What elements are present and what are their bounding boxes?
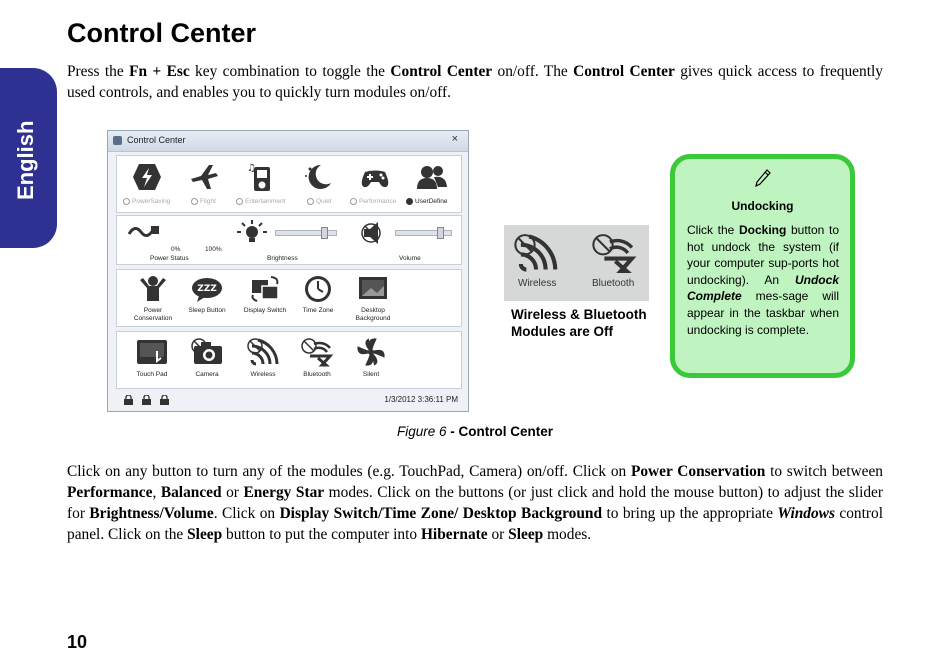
power-min-label: 0%	[171, 246, 181, 253]
media-player-icon	[244, 161, 278, 193]
window-titlebar	[108, 131, 468, 152]
brightness-slider[interactable]	[275, 230, 337, 236]
svg-text:♫: ♫	[247, 163, 256, 174]
camera-icon	[190, 336, 224, 368]
mode-performance-button[interactable]	[345, 161, 405, 193]
wireless-button[interactable]: Wireless	[233, 336, 293, 379]
mode-radio-entertainment[interactable]: Entertainment	[236, 198, 285, 205]
airplane-icon	[187, 161, 221, 193]
note-title: Undocking	[731, 199, 794, 213]
app-icon	[113, 136, 122, 145]
bluetooth-button[interactable]: Bluetooth	[287, 336, 347, 379]
functions-panel-2	[116, 331, 462, 389]
volume-slider[interactable]	[395, 230, 452, 236]
scroll-lock-icon	[160, 395, 169, 405]
mode-radio-performance[interactable]: Performance	[350, 198, 396, 205]
page-title: Control Center	[67, 18, 256, 48]
brightness-slider-thumb[interactable]	[321, 227, 328, 239]
power-saving-icon	[130, 161, 164, 193]
svg-text:ZZZ: ZZZ	[197, 284, 217, 294]
close-button[interactable]: ×	[451, 133, 458, 145]
note-body: Click the Docking button to hot undock the system (if your computer sup-ports hot undocking). An Undock Complete mes-sage will appear in the taskbar when undocking is complete.	[687, 223, 839, 337]
wireless-off-icon	[512, 231, 560, 275]
power-status-label: Power Status	[150, 255, 189, 262]
silent-button[interactable]: Silent	[341, 336, 401, 379]
mode-radio-flight[interactable]: Flight	[191, 198, 216, 205]
display-switch-icon	[249, 274, 281, 304]
bluetooth-closeup-label: Bluetooth	[592, 278, 635, 289]
undocking-note	[670, 154, 855, 378]
language-tab-label: English	[13, 120, 38, 200]
bluetooth-icon	[300, 336, 334, 368]
sleep-button[interactable]: ZZZ Sleep Button	[177, 274, 237, 315]
volume-label: Volume	[399, 255, 421, 262]
power-max-label: 100%	[205, 246, 222, 253]
wireless-closeup-label: Wireless	[518, 278, 557, 289]
sleep-bubble-icon	[191, 274, 223, 304]
bluetooth-off-icon	[590, 231, 638, 275]
mode-quiet-button[interactable]	[288, 161, 348, 193]
status-bar	[116, 391, 462, 409]
power-conservation-button[interactable]: Power Conservation	[123, 274, 183, 322]
num-lock-icon	[142, 395, 151, 405]
gamepad-icon	[358, 161, 392, 193]
mode-panel	[116, 155, 462, 213]
functions-panel-1	[116, 269, 462, 327]
power-conservation-icon	[137, 274, 169, 304]
caps-lock-icon	[124, 395, 133, 405]
users-icon	[415, 161, 449, 193]
mode-entertainment-button[interactable]	[231, 161, 291, 193]
pencil-icon	[755, 169, 771, 187]
mode-radio-userdefine[interactable]: UserDefine	[406, 198, 448, 205]
page-number: 10	[67, 632, 88, 652]
status-panel	[116, 215, 462, 265]
wireless-icon	[246, 336, 280, 368]
date-time: 1/3/2012 3:36:11 PM	[384, 395, 458, 404]
window-title: Control Center	[127, 135, 186, 145]
mode-powersaving-button[interactable]	[117, 161, 177, 193]
touchpad-icon	[135, 336, 169, 368]
power-plug-icon	[127, 220, 161, 242]
desktop-background-button[interactable]: Desktop Background	[343, 274, 403, 322]
mode-flight-button[interactable]	[174, 161, 234, 193]
figure-caption: Figure 6 - Control Center	[396, 424, 554, 439]
volume-slider-thumb[interactable]	[437, 227, 444, 239]
display-switch-button[interactable]: Display Switch	[235, 274, 295, 315]
time-zone-button[interactable]: Time Zone	[288, 274, 348, 315]
camera-button[interactable]: Camera	[177, 336, 237, 379]
intro-paragraph: Press the Fn + Esc key combination to toggle the Control Center on/off. The Control Center gives quick access to frequently used controls, and enables you to quickly turn modules on/off.	[67, 63, 883, 101]
mode-radio-quiet[interactable]: Quiet	[307, 198, 332, 205]
mode-radio-powersaving[interactable]: PowerSaving	[123, 198, 170, 205]
brightness-bulb-icon	[237, 220, 267, 246]
body-paragraph: Click on any button to turn any of the modules (e.g. TouchPad, Camera) on/off. Click on Power Conservation to switch between Performance, Balanced or Energy Star modes. Click on the buttons (or just click and hold the mouse button) to adjust the slider for Brightness/Volume. Click on Display Switch/Time Zone/ Desktop Background to bring up the appropriate Windows control panel. Click on the Sleep button to put the computer into Hibernate or Sleep modes.	[67, 463, 883, 543]
fan-icon	[354, 336, 388, 368]
brightness-label: Brightness	[267, 255, 298, 262]
control-center-window	[107, 130, 469, 412]
mode-userdefine-button[interactable]	[402, 161, 462, 193]
touchpad-button[interactable]: Touch Pad	[122, 336, 182, 379]
volume-mute-icon	[360, 220, 388, 246]
wireless-bluetooth-closeup	[504, 225, 649, 301]
clock-icon	[302, 274, 334, 304]
wireless-bluetooth-caption: Wireless & Bluetooth Modules are Off	[511, 307, 647, 339]
moon-icon	[301, 161, 335, 193]
desktop-background-icon	[357, 274, 389, 304]
